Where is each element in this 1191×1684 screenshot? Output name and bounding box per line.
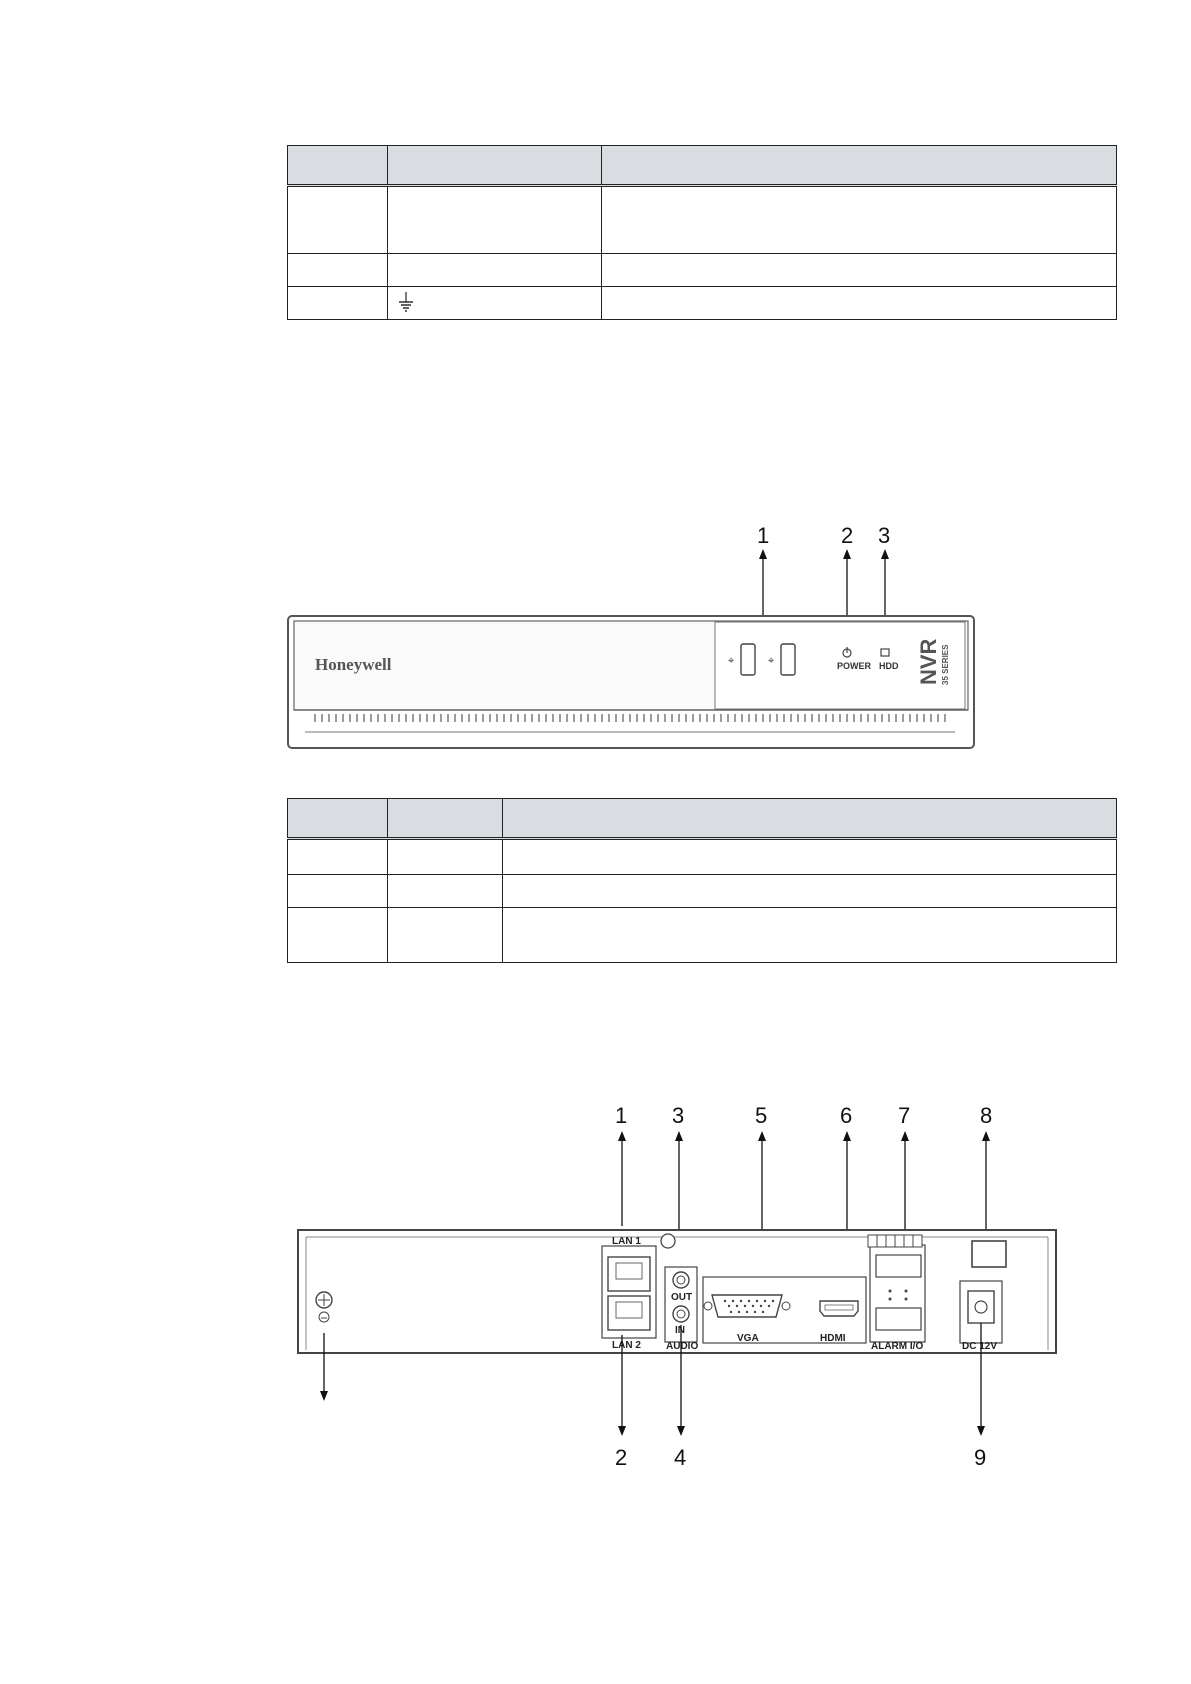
lan2-port bbox=[608, 1296, 650, 1330]
brand-logo: Honeywell bbox=[315, 655, 392, 674]
table-cell bbox=[602, 287, 1117, 320]
front-panel-figure bbox=[285, 515, 1005, 755]
power-label: POWER bbox=[837, 661, 872, 671]
callout-6: 6 bbox=[840, 1103, 853, 1128]
table-cell bbox=[388, 839, 503, 875]
model-badge bbox=[916, 638, 950, 685]
callout-2: 2 bbox=[841, 523, 854, 548]
usb-icon: ⌖ bbox=[728, 655, 735, 667]
dc-label: DC 12V bbox=[962, 1341, 998, 1352]
table-row bbox=[288, 186, 1117, 254]
table-header-row bbox=[288, 146, 1117, 186]
table-cell bbox=[288, 875, 388, 908]
callout-5: 5 bbox=[755, 1103, 768, 1128]
table-row bbox=[288, 875, 1117, 908]
video-ports bbox=[703, 1277, 866, 1344]
callout-1: 1 bbox=[615, 1103, 628, 1128]
callout-3: 3 bbox=[878, 523, 891, 548]
callout-3: 3 bbox=[672, 1103, 685, 1128]
nvr-front-chassis bbox=[288, 616, 974, 748]
header-cell bbox=[288, 146, 388, 186]
audio-label: AUDIO bbox=[666, 1341, 699, 1352]
top-table bbox=[287, 145, 1117, 320]
table-cell bbox=[388, 875, 503, 908]
table-cell bbox=[288, 186, 388, 254]
table-row bbox=[288, 908, 1117, 963]
callout-4: 4 bbox=[674, 1445, 687, 1470]
header-cell bbox=[503, 799, 1117, 839]
svg-text:35 SERIES: 35 SERIES bbox=[941, 644, 950, 685]
usb-icon: ⌖ bbox=[768, 655, 775, 667]
table-cell bbox=[602, 254, 1117, 287]
callout-7: 7 bbox=[898, 1103, 911, 1128]
callout-9: 9 bbox=[974, 1445, 987, 1470]
lan2-label: LAN 2 bbox=[612, 1340, 641, 1351]
front-panel-table bbox=[287, 798, 1117, 963]
table-cell bbox=[388, 186, 602, 254]
hdmi-port bbox=[820, 1301, 858, 1316]
screw-icon bbox=[661, 1234, 675, 1248]
lan1-label: LAN 1 bbox=[612, 1236, 641, 1247]
ground-symbol-icon bbox=[396, 290, 416, 314]
callout-2: 2 bbox=[615, 1445, 628, 1470]
table-cell bbox=[503, 908, 1117, 963]
table-row bbox=[288, 254, 1117, 287]
audio-ports bbox=[665, 1267, 698, 1352]
audio-in-label: IN bbox=[675, 1325, 685, 1336]
svg-text:NVR: NVR bbox=[916, 638, 941, 685]
lan-ports bbox=[602, 1236, 656, 1351]
table-cell bbox=[288, 287, 388, 320]
callout-1: 1 bbox=[757, 523, 770, 548]
table-cell bbox=[288, 908, 388, 963]
table-cell bbox=[288, 839, 388, 875]
audio-out-label: OUT bbox=[671, 1292, 693, 1303]
vga-label: VGA bbox=[737, 1333, 759, 1344]
hdd-label: HDD bbox=[879, 661, 899, 671]
header-cell bbox=[288, 799, 388, 839]
callout-8: 8 bbox=[980, 1103, 993, 1128]
power-switch bbox=[972, 1241, 1006, 1267]
table-row bbox=[288, 839, 1117, 875]
table-cell bbox=[288, 254, 388, 287]
table-header-row bbox=[288, 799, 1117, 839]
alarm-io-terminal bbox=[868, 1235, 925, 1352]
table-cell bbox=[388, 254, 602, 287]
table-cell-ground bbox=[388, 287, 602, 320]
table-row bbox=[288, 287, 1117, 320]
table-cell bbox=[388, 908, 503, 963]
hdmi-label: HDMI bbox=[820, 1333, 846, 1344]
header-cell bbox=[388, 146, 602, 186]
vga-port bbox=[712, 1295, 782, 1317]
table-cell bbox=[503, 875, 1117, 908]
header-cell bbox=[388, 799, 503, 839]
table-cell bbox=[602, 186, 1117, 254]
alarm-label: ALARM I/O bbox=[871, 1341, 924, 1352]
rear-panel-figure bbox=[280, 1095, 1080, 1485]
lan1-port bbox=[608, 1257, 650, 1291]
header-cell bbox=[602, 146, 1117, 186]
table-cell bbox=[503, 839, 1117, 875]
